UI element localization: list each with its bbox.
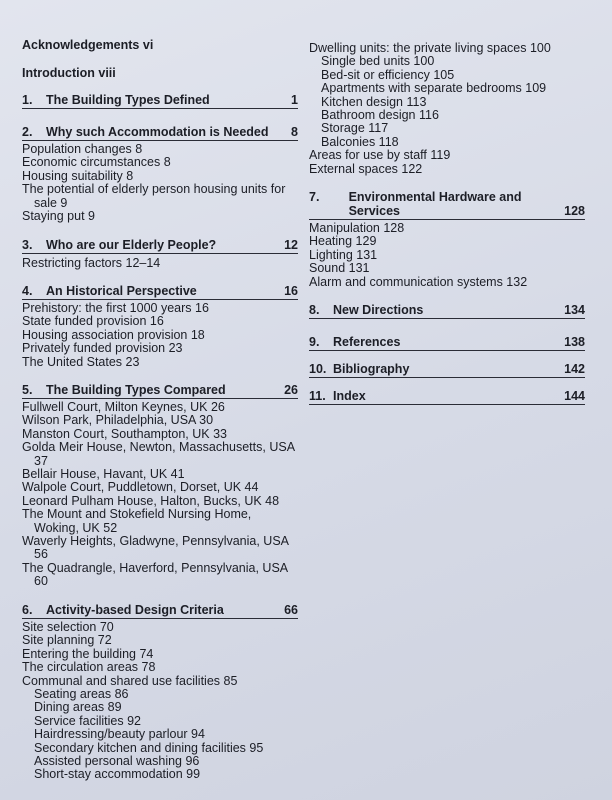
toc-entry: Fullwell Court, Milton Keynes, UK 26 xyxy=(22,400,225,414)
toc-subentry: Secondary kitchen and dining facilities 95 xyxy=(34,740,264,755)
toc-section-2 xyxy=(22,125,298,141)
section-5-entries xyxy=(22,401,298,589)
section-title: The Building Types Compared xyxy=(46,383,226,397)
section-6-entries xyxy=(22,621,298,782)
toc-section-9 xyxy=(309,335,585,351)
toc-entry: Site selection 70 xyxy=(22,620,114,634)
toc-entry: Economic circumstances 8 xyxy=(22,155,171,170)
toc-entry: Privately funded provision 23 xyxy=(22,341,183,356)
section-3-entries xyxy=(22,257,298,270)
toc-entry: Golda Meir House, Newton, Massachusetts, USA 37 xyxy=(22,440,295,468)
toc-subentry: Short-stay accommodation 99 xyxy=(34,767,201,782)
toc-subentry: Apartments with separate bedrooms 109 xyxy=(321,81,547,96)
toc-subentry: Storage 117 xyxy=(321,121,389,136)
section-page: 138 xyxy=(564,335,585,349)
acknowledgements-entry: Acknowledgements vi xyxy=(22,38,154,52)
toc-subentry: Single bed units 100 xyxy=(321,54,435,69)
section-number: 3. xyxy=(22,238,33,252)
section-number: 10. xyxy=(309,362,327,376)
toc-entry: Restricting factors 12–14 xyxy=(22,256,161,270)
section-page: 16 xyxy=(284,284,298,298)
toc-entry: Entering the building 74 xyxy=(22,646,154,661)
toc-entry: Alarm and communication systems 132 xyxy=(309,274,528,289)
section-page: 26 xyxy=(284,383,298,397)
toc-section-8 xyxy=(309,303,585,319)
toc-entry: The Quadrangle, Haverford, Pennsylvania, USA 60 xyxy=(22,560,288,589)
toc-subentry: Dining areas 89 xyxy=(34,700,122,715)
section-page: 134 xyxy=(564,303,585,317)
toc-entry: Walpole Court, Puddletown, Dorset, UK 44 xyxy=(22,480,259,495)
toc-entry: Staying put 9 xyxy=(22,209,95,224)
section-6-continued-entries xyxy=(309,42,585,176)
toc-entry: Housing association provision 18 xyxy=(22,327,205,342)
section-title: Index xyxy=(333,389,366,403)
toc-entry: The United States 23 xyxy=(22,354,140,369)
toc-entry: Population changes 8 xyxy=(22,142,143,156)
toc-subentry: Seating areas 86 xyxy=(34,687,129,702)
section-number: 8. xyxy=(309,303,320,317)
toc-entry: Communal and shared use facilities 85 xyxy=(22,673,238,688)
section-4-entries xyxy=(22,302,298,369)
section-number: 6. xyxy=(22,603,33,617)
toc-entry: Lighting 131 xyxy=(309,247,378,262)
section-page: 66 xyxy=(284,603,298,617)
section-title: The Building Types Defined xyxy=(46,93,210,107)
toc-entry: Housing suitability 8 xyxy=(22,168,134,183)
section-title: Environmental Hardware and Services xyxy=(348,190,522,218)
section-page: 8 xyxy=(291,125,298,139)
toc-entry: Sound 131 xyxy=(309,261,370,276)
toc-entry: Manston Court, Southampton, UK 33 xyxy=(22,426,227,441)
section-title: Bibliography xyxy=(333,362,410,376)
introduction-entry: Introduction viii xyxy=(22,66,116,80)
toc-section-7 xyxy=(309,190,585,220)
toc-entry: Leonard Pulham House, Halton, Bucks, UK 48 xyxy=(22,493,280,508)
toc-section-11 xyxy=(309,389,585,405)
toc-entry: Heating 129 xyxy=(309,234,377,249)
toc-section-3 xyxy=(22,238,298,254)
toc-subentry: Bathroom design 116 xyxy=(321,108,439,123)
section-page: 142 xyxy=(564,362,585,376)
toc-entry: The Mount and Stokefield Nursing Home, Woking, UK 52 xyxy=(22,507,252,535)
toc-entry: Dwelling units: the private living spaces 100 xyxy=(309,41,551,55)
toc-entry: Areas for use by staff 119 xyxy=(309,148,451,163)
toc-entry: Wilson Park, Philadelphia, USA 30 xyxy=(22,413,214,428)
toc-subentry: Service facilities 92 xyxy=(34,713,141,728)
section-number: 1. xyxy=(22,93,33,107)
section-7-entries xyxy=(309,222,585,289)
section-page: 12 xyxy=(284,238,298,252)
section-number: 9. xyxy=(309,335,320,349)
section-number: 4. xyxy=(22,284,33,298)
toc-section-4 xyxy=(22,284,298,300)
section-title: New Directions xyxy=(333,303,424,317)
toc-subentry: Kitchen design 113 xyxy=(321,94,427,109)
toc-entry: The circulation areas 78 xyxy=(22,660,156,675)
toc-section-5 xyxy=(22,383,298,399)
section-title: Why such Accommodation is Needed xyxy=(46,125,269,139)
toc-subentry: Assisted personal washing 96 xyxy=(34,754,200,769)
toc-entry: Site planning 72 xyxy=(22,633,112,648)
toc-section-1 xyxy=(22,93,298,109)
toc-section-6 xyxy=(22,603,298,619)
toc-entry: Bellair House, Havant, UK 41 xyxy=(22,467,185,482)
section-number: 5. xyxy=(22,383,33,397)
toc-subentry: Hairdressing/beauty parlour 94 xyxy=(34,727,205,742)
toc-entry: Manipulation 128 xyxy=(309,221,405,235)
toc-subentry: Balconies 118 xyxy=(321,134,399,149)
toc-entry: State funded provision 16 xyxy=(22,314,164,329)
toc-entry: The potential of elderly person housing units for sale 9 xyxy=(22,182,286,210)
section-2-entries xyxy=(22,143,298,223)
section-title: An Historical Perspective xyxy=(46,284,197,298)
section-title: Who are our Elderly People? xyxy=(46,238,217,252)
toc-subentry: Bed-sit or efficiency 105 xyxy=(321,67,455,82)
section-title: Activity-based Design Criteria xyxy=(46,603,224,617)
section-title: References xyxy=(333,335,401,349)
section-number: 11. xyxy=(309,389,326,403)
section-page: 128 xyxy=(564,204,585,218)
toc-entry: Waverly Heights, Gladwyne, Pennsylvania, USA 56 xyxy=(22,534,289,562)
section-page: 1 xyxy=(291,93,298,107)
toc-entry: Prehistory: the first 1000 years 16 xyxy=(22,301,209,315)
section-number: 2. xyxy=(22,125,33,139)
section-number: 7. xyxy=(309,190,320,204)
section-page: 144 xyxy=(564,389,585,403)
toc-entry: External spaces 122 xyxy=(309,161,423,176)
toc-section-10 xyxy=(309,362,585,378)
